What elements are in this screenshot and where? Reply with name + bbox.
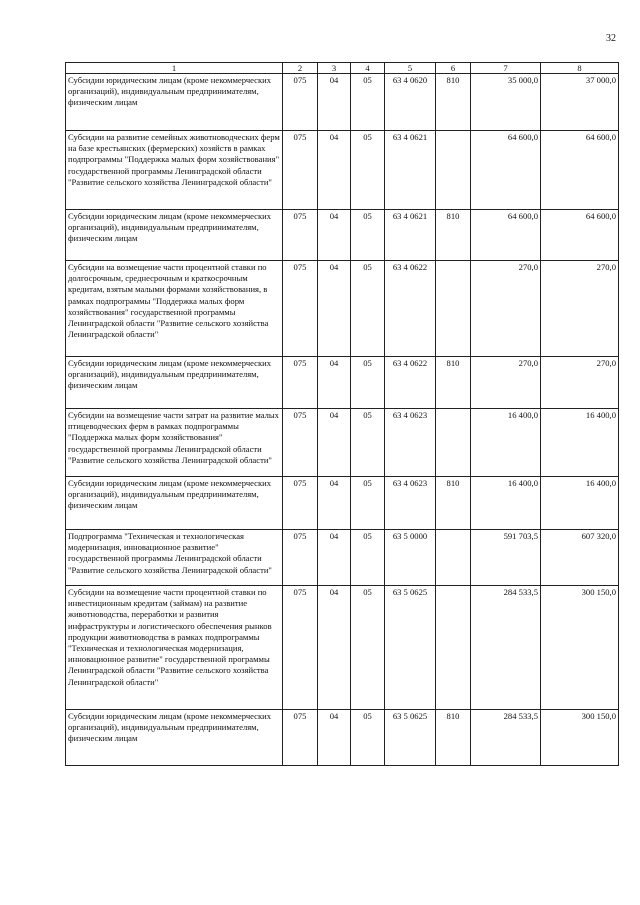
row-col-7: 591 703,5 [471, 530, 541, 586]
header-col-6: 6 [436, 63, 471, 74]
row-col-7: 16 400,0 [471, 477, 541, 530]
row-description: Субсидии юридическим лицам (кроме некоммерческих организаций), индивидуальным предпринимателям, физическим лицам [66, 710, 283, 766]
row-col-4: 05 [351, 74, 385, 131]
row-col-3: 04 [318, 357, 351, 409]
row-col-4: 05 [351, 530, 385, 586]
row-col-4: 05 [351, 131, 385, 210]
header-col-2: 2 [283, 63, 318, 74]
row-col-5: 63 4 0621 [385, 131, 436, 210]
table-row [66, 74, 619, 131]
row-col-8: 300 150,0 [541, 710, 619, 766]
row-col-2: 075 [283, 357, 318, 409]
row-col-5: 63 5 0625 [385, 586, 436, 710]
row-col-6: 810 [436, 74, 471, 131]
row-col-3: 04 [318, 261, 351, 357]
row-col-6 [436, 409, 471, 477]
row-col-7: 270,0 [471, 357, 541, 409]
row-col-7: 284 533,5 [471, 586, 541, 710]
row-col-3: 04 [318, 586, 351, 710]
row-col-6 [436, 530, 471, 586]
header-col-5: 5 [385, 63, 436, 74]
row-description: Субсидии на возмещение части процентной ставки по инвестиционным кредитам (займам) на развитие животноводства, переработки и развития инфраструктуры и логистического обеспечения рынков продукции животноводства в рамках подпрограммы "Техническая и технологическая модернизация, инновационное развитие" государственной программы Ленинградской области "Развитие сельского хозяйства Ленинградской области" [66, 586, 283, 710]
table-row [66, 409, 619, 477]
row-col-3: 04 [318, 710, 351, 766]
row-description: Субсидии на возмещение части затрат на развитие малых птицеводческих ферм в рамках подпрограммы "Поддержка малых форм хозяйствования" государственной программы Ленинградской области "Развитие сельского хозяйства Ленинградской области" [66, 409, 283, 477]
row-col-2: 075 [283, 586, 318, 710]
table-row [66, 261, 619, 357]
row-col-2: 075 [283, 210, 318, 261]
table-row [66, 357, 619, 409]
row-description: Подпрограмма "Техническая и технологическая модернизация, инновационное развитие" государственной программы Ленинградской области "Развитие сельского хозяйства Ленинградской области" [66, 530, 283, 586]
header-col-8: 8 [541, 63, 619, 74]
row-description: Субсидии юридическим лицам (кроме некоммерческих организаций), индивидуальным предпринимателям, физическим лицам [66, 74, 283, 131]
row-description: Субсидии юридическим лицам (кроме некоммерческих организаций), индивидуальным предпринимателям, физическим лицам [66, 477, 283, 530]
row-col-8: 607 320,0 [541, 530, 619, 586]
row-description: Субсидии юридическим лицам (кроме некоммерческих организаций), индивидуальным предпринимателям, физическим лицам [66, 210, 283, 261]
row-col-3: 04 [318, 530, 351, 586]
row-col-7: 284 533,5 [471, 710, 541, 766]
row-col-2: 075 [283, 409, 318, 477]
row-col-2: 075 [283, 74, 318, 131]
row-col-4: 05 [351, 710, 385, 766]
row-col-7: 16 400,0 [471, 409, 541, 477]
row-col-8: 64 600,0 [541, 210, 619, 261]
table-header-row [66, 63, 619, 74]
row-col-8: 16 400,0 [541, 477, 619, 530]
row-col-2: 075 [283, 530, 318, 586]
header-col-4: 4 [351, 63, 385, 74]
row-col-5: 63 5 0000 [385, 530, 436, 586]
row-col-7: 35 000,0 [471, 74, 541, 131]
row-col-3: 04 [318, 131, 351, 210]
row-col-6: 810 [436, 357, 471, 409]
row-col-5: 63 4 0622 [385, 357, 436, 409]
table-row [66, 210, 619, 261]
table-row [66, 131, 619, 210]
row-col-3: 04 [318, 74, 351, 131]
header-col-1: 1 [66, 63, 283, 74]
row-col-6 [436, 261, 471, 357]
row-col-2: 075 [283, 131, 318, 210]
row-col-3: 04 [318, 409, 351, 477]
budget-table [65, 62, 619, 766]
row-col-4: 05 [351, 261, 385, 357]
table-row [66, 710, 619, 766]
row-description: Субсидии на возмещение части процентной ставки по долгосрочным, среднесрочным и краткосрочным кредитам, взятым малыми формами хозяйствования, в рамках подпрограммы "Поддержка малых форм хозяйствования" государственной программы Ленинградской области "Развитие сельского хозяйства Ленинградской области" [66, 261, 283, 357]
header-col-7: 7 [471, 63, 541, 74]
page-number: 32 [606, 33, 616, 44]
row-col-5: 63 4 0620 [385, 74, 436, 131]
row-col-2: 075 [283, 710, 318, 766]
row-col-8: 300 150,0 [541, 586, 619, 710]
row-col-4: 05 [351, 477, 385, 530]
row-col-8: 37 000,0 [541, 74, 619, 131]
row-col-4: 05 [351, 210, 385, 261]
row-col-7: 270,0 [471, 261, 541, 357]
row-col-8: 270,0 [541, 357, 619, 409]
row-col-2: 075 [283, 477, 318, 530]
row-col-6: 810 [436, 477, 471, 530]
row-col-4: 05 [351, 586, 385, 710]
row-description: Субсидии юридическим лицам (кроме некоммерческих организаций), индивидуальным предпринимателям, физическим лицам [66, 357, 283, 409]
row-col-8: 16 400,0 [541, 409, 619, 477]
row-col-5: 63 4 0623 [385, 477, 436, 530]
row-col-3: 04 [318, 210, 351, 261]
table-row [66, 586, 619, 710]
row-col-5: 63 4 0622 [385, 261, 436, 357]
row-col-3: 04 [318, 477, 351, 530]
row-col-5: 63 4 0623 [385, 409, 436, 477]
row-col-4: 05 [351, 357, 385, 409]
row-col-8: 270,0 [541, 261, 619, 357]
row-col-7: 64 600,0 [471, 210, 541, 261]
row-col-6 [436, 131, 471, 210]
row-col-8: 64 600,0 [541, 131, 619, 210]
row-col-5: 63 5 0625 [385, 710, 436, 766]
row-col-7: 64 600,0 [471, 131, 541, 210]
row-col-6: 810 [436, 710, 471, 766]
row-col-6 [436, 586, 471, 710]
row-col-6: 810 [436, 210, 471, 261]
row-col-2: 075 [283, 261, 318, 357]
table-row [66, 530, 619, 586]
header-col-3: 3 [318, 63, 351, 74]
row-col-5: 63 4 0621 [385, 210, 436, 261]
table-row [66, 477, 619, 530]
row-description: Субсидии на развитие семейных животноводческих ферм на базе крестьянских (фермерских) хозяйств в рамках подпрограммы "Поддержка малых форм хозяйствования" государственной программы Ленинградской области "Развитие сельского хозяйства Ленинградской области" [66, 131, 283, 210]
row-col-4: 05 [351, 409, 385, 477]
